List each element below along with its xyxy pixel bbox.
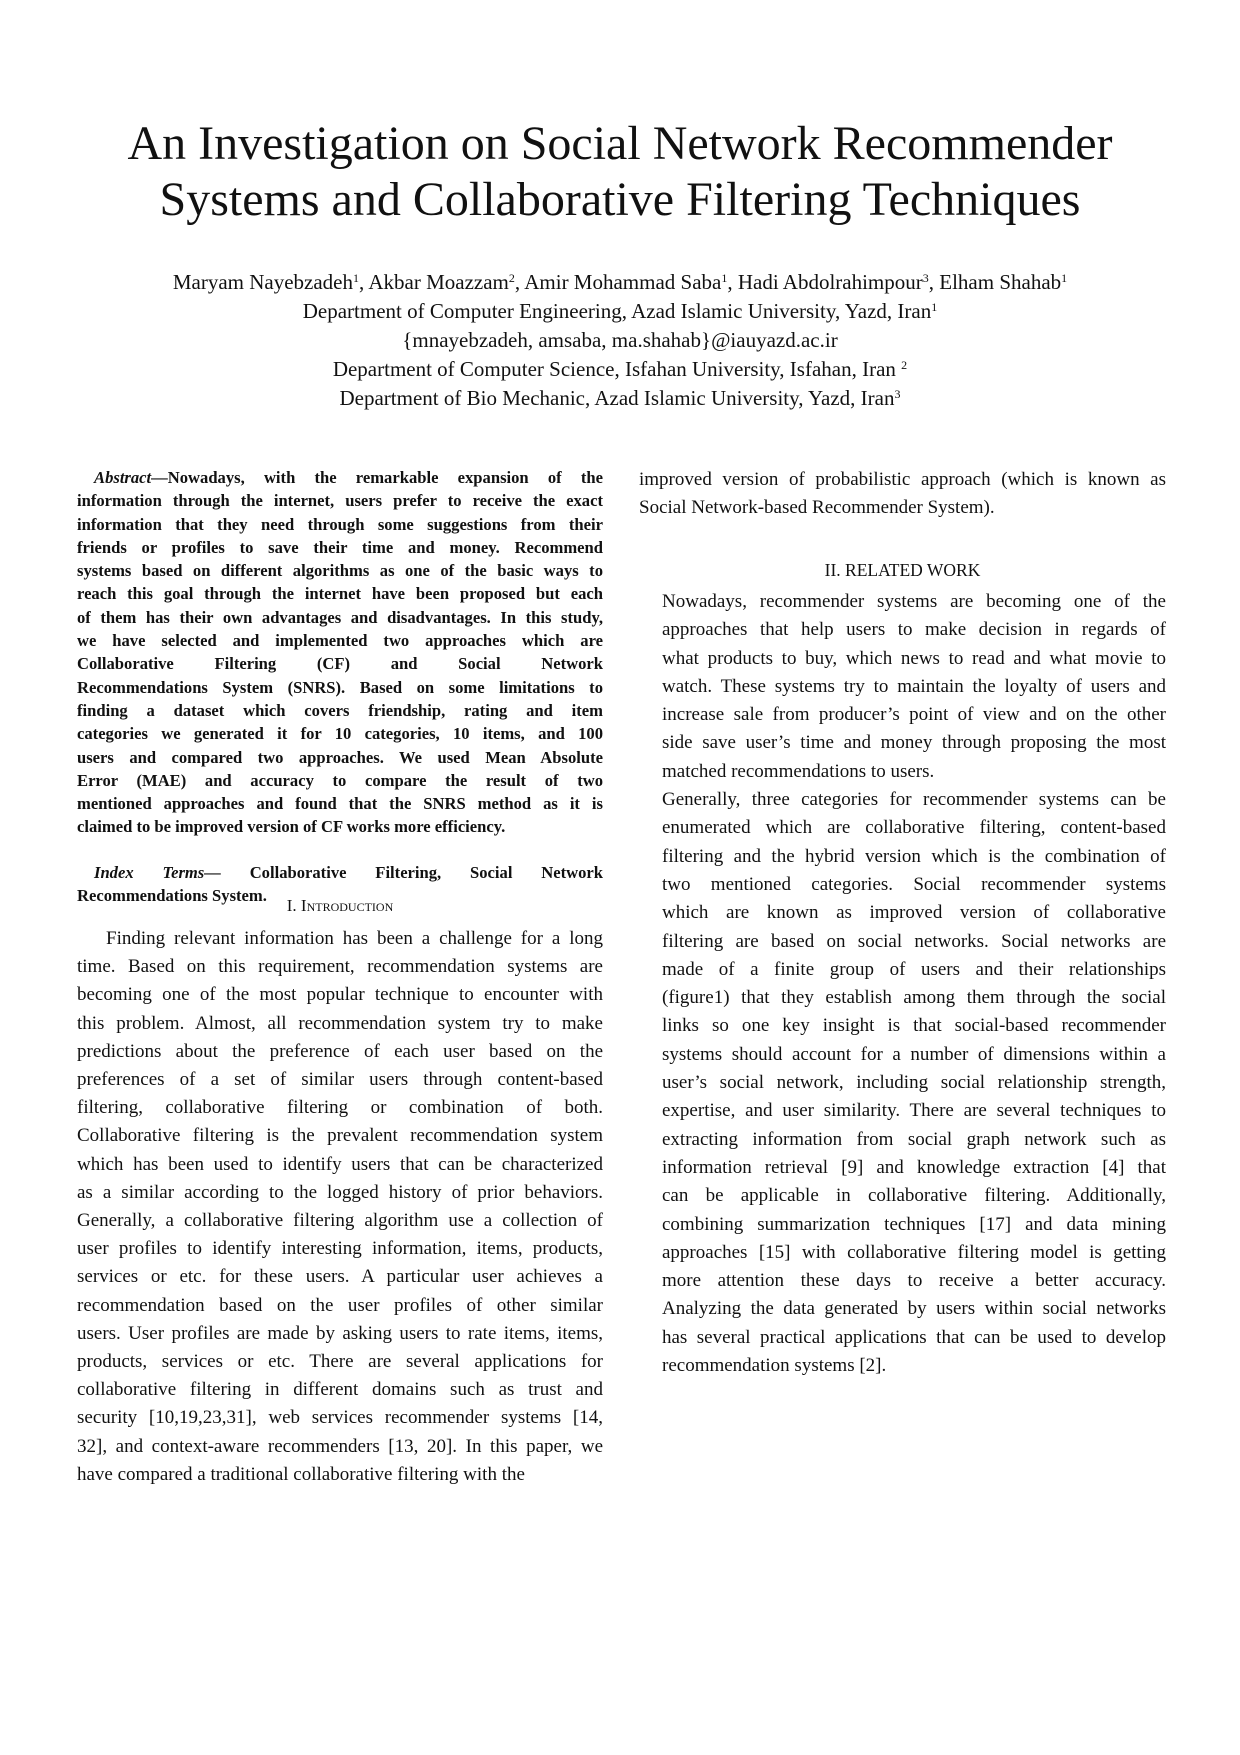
paragraph-line: expertise, and user similarity. There are several techniques to <box>662 1100 1166 1122</box>
paragraph-line: Finding relevant information has been a challenge for a long <box>106 928 603 949</box>
paragraph-line: Nowadays, recommender systems are becoming one of the <box>662 591 1166 612</box>
affiliation-marker: 3 <box>922 271 929 285</box>
paragraph-line: systems should account for a number of dimensions within a <box>662 1043 1166 1065</box>
paragraph-line: have compared a traditional collaborative filtering with the <box>77 1463 525 1485</box>
paragraph-line: filtering, collaborative filtering or combination of both. <box>77 1097 603 1119</box>
abstract-text: —Nowadays, with the remarkable expansion of the <box>151 468 603 487</box>
paragraph-line: becoming one of the most popular technique to encounter with <box>77 984 603 1006</box>
index-terms-line <box>77 861 603 884</box>
paragraph-line: combining summarization techniques [17] and data mining <box>662 1213 1166 1235</box>
abstract-line: Recommendations System (SNRS). Based on some limitations to <box>77 677 603 697</box>
affiliation-line <box>0 355 1240 384</box>
abstract-line: systems based on different algorithms as one of the basic ways to <box>77 561 603 581</box>
paragraph-line: predictions about the preference of each user based on the <box>77 1040 603 1062</box>
affiliation-marker: 1 <box>931 300 938 314</box>
affiliation-marker: 2 <box>901 358 908 372</box>
paragraph-line: filtering and the hybrid version which is the combination of <box>662 845 1166 867</box>
paragraph-line: recommendation based on the user profiles of other similar <box>77 1294 603 1316</box>
abstract-line: Error (MAE) and accuracy to compare the result of two <box>77 770 603 790</box>
paragraph-line: Generally, three categories for recommender systems can be <box>662 789 1166 811</box>
paragraph-line: which has been used to identify users that can be characterized <box>77 1153 603 1175</box>
abstract-line: we have selected and implemented two approaches which are <box>77 631 603 651</box>
index-terms-text: Collaborative Filtering, Social Network <box>220 863 604 882</box>
paragraph-line: enumerated which are collaborative filtering, content-based <box>662 817 1166 839</box>
abstract <box>77 466 603 839</box>
author-name: Elham Shahab <box>939 270 1062 294</box>
section-heading-related-work: II. RELATED WORK <box>824 560 981 580</box>
author-name: Amir Mohammad Saba <box>524 270 722 294</box>
affiliation-text: {mnayebzadeh, amsaba, ma.shahab}@iauyazd.ac.ir <box>402 328 838 352</box>
paragraph-line: made of a finite group of users and their relationships <box>662 958 1166 980</box>
abstract-line: of them has their own advantages and disadvantages. In this study, <box>77 607 603 627</box>
paragraph-line: which are known as improved version of collaborative <box>662 902 1166 924</box>
title-line: Systems and Collaborative Filtering Techniques <box>159 173 1081 226</box>
paragraph-line: 32], and context-aware recommenders [13, 20]. In this paper, we <box>77 1435 603 1457</box>
abstract-line: finding a dataset which covers friendship, rating and item <box>77 700 603 720</box>
author-separator: , <box>359 270 369 294</box>
paragraph-line: watch. These systems try to maintain the loyalty of users and <box>662 675 1166 697</box>
paragraph-line: filtering are based on social networks. Social networks are <box>662 930 1166 952</box>
affiliation-line <box>0 384 1240 413</box>
paragraph <box>662 588 1166 786</box>
paragraph-line: side save user’s time and money through proposing the most <box>662 732 1166 754</box>
affiliation-text: Department of Computer Engineering, Azad Islamic University, Yazd, Iran <box>302 299 932 323</box>
affiliations <box>0 297 1240 413</box>
paragraph-line: services or etc. for these users. A particular user achieves a <box>77 1266 603 1288</box>
abstract-line: categories we generated it for 10 categories, 10 items, and 100 <box>77 724 603 744</box>
author-block <box>0 268 1240 413</box>
paragraph-line: links so one key insight is that social-based recommender <box>662 1015 1166 1037</box>
paragraph-line: approaches [15] with collaborative filtering model is getting <box>662 1241 1166 1263</box>
paragraph <box>662 786 1166 1380</box>
affiliation-marker: 3 <box>894 387 901 401</box>
paragraph-line: Generally, a collaborative filtering algorithm use a collection of <box>77 1210 603 1232</box>
paragraph-line: matched recommendations to users. <box>662 760 935 782</box>
paragraph-line: increase sale from producer’s point of view and on the other <box>662 704 1166 726</box>
paragraph-line: (figure1) that they establish among them through the social <box>662 987 1166 1009</box>
abstract-label: Abstract <box>94 468 152 487</box>
paragraph-line: time. Based on this requirement, recommendation systems are <box>77 956 603 978</box>
abstract-line: information that they need through some suggestions from their <box>77 514 603 534</box>
author-separator: , <box>514 270 525 294</box>
paragraph-line: this problem. Almost, all recommendation system try to make <box>77 1012 603 1034</box>
paragraph-line: users. User profiles are made by asking users to rate items, items, <box>77 1322 603 1344</box>
abstract-line: claimed to be improved version of CF works more efficiency. <box>77 817 506 837</box>
paragraph-line: approaches that help users to make decision in regards of <box>662 619 1166 641</box>
related-work-body <box>662 588 1166 1380</box>
abstract-line: mentioned approaches and found that the SNRS method as it is <box>77 794 603 814</box>
author-name: Akbar Moazzam <box>368 270 509 294</box>
paragraph-line: improved version of probabilistic approach (which is known as <box>639 469 1166 490</box>
paragraph-line: can be applicable in collaborative filtering. Additionally, <box>662 1185 1166 1207</box>
author-name: Maryam Nayebzadeh <box>172 270 354 294</box>
author-list <box>0 268 1240 297</box>
abstract-line: information through the internet, users prefer to receive the exact <box>77 491 603 511</box>
abstract-line: friends or profiles to save their time and money. Recommend <box>77 537 603 557</box>
affiliation-text: Department of Bio Mechanic, Azad Islamic University, Yazd, Iran <box>339 386 895 410</box>
paragraph-line: collaborative filtering in different domains such as trust and <box>77 1379 603 1401</box>
paragraph-line: two mentioned categories. Social recommender systems <box>662 873 1166 895</box>
abstract-line: Collaborative Filtering (CF) and Social Network <box>77 654 603 674</box>
affiliation-line <box>0 326 1240 355</box>
affiliation-marker: 2 <box>508 271 515 285</box>
section-heading-introduction: I. Introduction <box>286 896 394 915</box>
introduction-continued <box>639 466 1166 522</box>
paragraph-line: security [10,19,23,31], web services recommender systems [14, <box>77 1407 603 1429</box>
abstract-line: reach this goal through the internet have been proposed but each <box>77 584 603 604</box>
paragraph-line: products, services or etc. There are several applications for <box>77 1351 603 1373</box>
author-separator: , <box>928 270 940 294</box>
affiliation-text: Department of Computer Science, Isfahan University, Isfahan, Iran <box>332 357 902 381</box>
paragraph-line: extracting information from social graph network such as <box>662 1128 1166 1150</box>
abstract-line <box>77 466 603 489</box>
paragraph-line: has several practical applications that can be used to develop <box>662 1326 1166 1348</box>
abstract-line: users and compared two approaches. We used Mean Absolute <box>77 747 603 767</box>
paragraph-line: Social Network-based Recommender System). <box>639 497 995 519</box>
affiliation-marker: 1 <box>721 271 728 285</box>
affiliation-marker: 1 <box>353 271 360 285</box>
paragraph-line: information retrieval [9] and knowledge extraction [4] that <box>662 1156 1166 1178</box>
index-terms-label: Index Terms— <box>94 863 221 882</box>
paper-title <box>0 116 1240 228</box>
paragraph-line: more attention these days to receive a better accuracy. <box>662 1270 1166 1292</box>
introduction-body <box>77 925 603 1489</box>
paragraph-line: Analyzing the data generated by users within social networks <box>662 1298 1166 1320</box>
affiliation-line <box>0 297 1240 326</box>
paragraph-line: recommendation systems [2]. <box>662 1355 887 1377</box>
paragraph-line: Collaborative filtering is the prevalent recommendation system <box>77 1125 603 1147</box>
paragraph-line: user’s social network, including social relationship strength, <box>662 1072 1166 1094</box>
author-name: Hadi Abdolrahimpour <box>737 270 923 294</box>
paragraph-line: what products to buy, which news to read and what movie to <box>662 647 1166 669</box>
author-separator: , <box>727 270 738 294</box>
paragraph-line: user profiles to identify interesting information, items, products, <box>77 1238 603 1260</box>
affiliation-marker: 1 <box>1061 271 1068 285</box>
title-line: An Investigation on Social Network Recommender <box>127 117 1113 170</box>
index-terms-line: Recommendations System. <box>77 886 267 906</box>
paragraph-line: preferences of a set of similar users through content-based <box>77 1069 603 1091</box>
paragraph-line: as a similar according to the logged history of prior behaviors. <box>77 1181 603 1203</box>
